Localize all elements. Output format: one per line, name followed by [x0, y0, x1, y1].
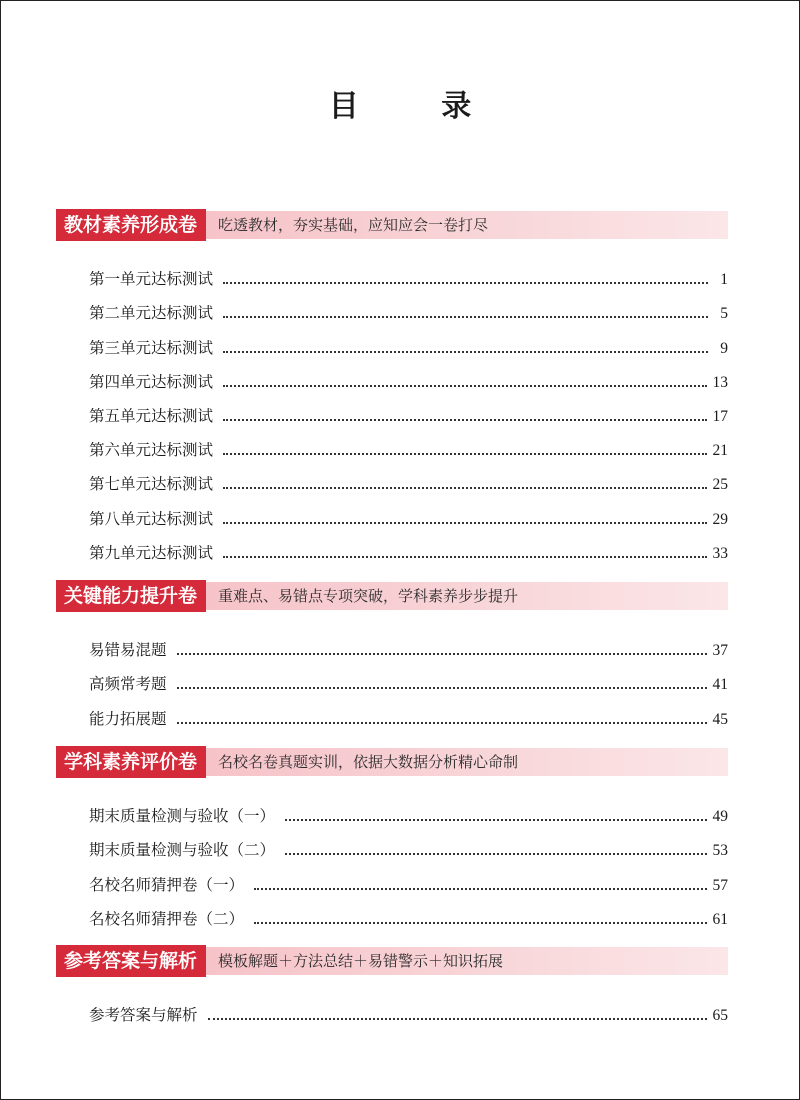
toc-entry[interactable] — [56, 830, 728, 864]
entry-title: 参考答案与解析 — [89, 1006, 198, 1025]
entry-page-number: 45 — [712, 710, 728, 728]
entry-page-number: 49 — [712, 808, 728, 826]
toc-entry[interactable] — [56, 396, 728, 430]
entry-title: 期末质量检测与验收（一） — [89, 807, 276, 826]
toc-entry[interactable] — [56, 864, 728, 898]
section-label: 参考答案与解析 — [56, 945, 206, 977]
dot-leader — [223, 487, 706, 489]
entry-page-number: 57 — [712, 876, 728, 894]
toc-section-key-ability — [56, 580, 728, 733]
entry-title: 名校名师猜押卷（一） — [89, 875, 245, 894]
entry-title: 第八单元达标测试 — [89, 509, 214, 528]
dot-leader — [177, 722, 707, 724]
dot-leader — [223, 453, 706, 455]
toc-entry[interactable] — [56, 664, 728, 698]
dot-leader — [285, 819, 706, 821]
section-subtitle: 吃透教材，夯实基础，应知应会一卷打尽 — [206, 211, 728, 239]
dot-leader — [254, 888, 706, 890]
toc-section-textbook — [56, 209, 728, 567]
toc-entry[interactable] — [56, 698, 728, 732]
toc-entry[interactable] — [56, 293, 728, 327]
entry-title: 第一单元达标测试 — [89, 270, 214, 289]
entry-page-number: 21 — [712, 442, 728, 460]
dot-leader — [223, 351, 708, 353]
dot-leader — [223, 316, 708, 318]
entry-title: 高频常考题 — [89, 675, 167, 694]
toc-entry[interactable] — [56, 533, 728, 567]
entry-title: 第五单元达标测试 — [89, 406, 214, 425]
entry-title: 第六单元达标测试 — [89, 441, 214, 460]
section-label: 关键能力提升卷 — [56, 580, 206, 612]
toc-entry[interactable] — [56, 899, 728, 933]
entry-title: 第三单元达标测试 — [89, 338, 214, 357]
entry-title: 第二单元达标测试 — [89, 304, 214, 323]
entry-page-number: 33 — [712, 544, 728, 562]
toc-entry[interactable] — [56, 464, 728, 498]
page-title: 目 录 — [328, 89, 508, 124]
toc-section-literacy-eval — [56, 746, 728, 933]
dot-leader — [223, 522, 706, 524]
dot-leader — [223, 556, 706, 558]
entry-title: 第九单元达标测试 — [89, 543, 214, 562]
entry-title: 第七单元达标测试 — [89, 475, 214, 494]
toc-section-answers — [56, 945, 728, 1029]
section-banner — [56, 746, 728, 778]
entry-page-number: 41 — [712, 676, 728, 694]
entry-title: 能力拓展题 — [89, 709, 167, 728]
section-subtitle: 模板解题＋方法总结＋易错警示＋知识拓展 — [206, 947, 728, 975]
entry-title: 第四单元达标测试 — [89, 372, 214, 391]
toc-entry[interactable] — [56, 498, 728, 532]
entry-title: 易错易混题 — [89, 641, 167, 660]
section-subtitle: 重难点、易错点专项突破，学科素养步步提升 — [206, 582, 728, 610]
dot-leader — [285, 853, 706, 855]
toc-entry[interactable] — [56, 362, 728, 396]
section-label: 教材素养形成卷 — [56, 209, 206, 241]
dot-leader — [177, 653, 707, 655]
section-label: 学科素养评价卷 — [56, 746, 206, 778]
dot-leader — [254, 922, 706, 924]
section-entries — [56, 995, 728, 1029]
section-entries — [56, 796, 728, 933]
dot-leader — [223, 419, 706, 421]
section-banner — [56, 945, 728, 977]
entry-title: 期末质量检测与验收（二） — [89, 841, 276, 860]
toc-entry[interactable] — [56, 796, 728, 830]
section-subtitle: 名校名卷真题实训，依据大数据分析精心命制 — [206, 748, 728, 776]
toc-entry[interactable] — [56, 259, 728, 293]
dot-leader — [208, 1018, 707, 1020]
section-entries — [56, 630, 728, 733]
entry-page-number: 5 — [720, 305, 728, 323]
dot-leader — [223, 282, 708, 284]
entry-page-number: 17 — [712, 407, 728, 425]
entry-page-number: 61 — [712, 910, 728, 928]
entry-page-number: 9 — [720, 339, 728, 357]
section-banner — [56, 580, 728, 612]
dot-leader — [223, 385, 706, 387]
toc-entry[interactable] — [56, 995, 728, 1029]
toc-entry[interactable] — [56, 430, 728, 464]
entry-page-number: 37 — [712, 642, 728, 660]
toc-entry[interactable] — [56, 327, 728, 361]
dot-leader — [177, 687, 707, 689]
entry-page-number: 65 — [712, 1007, 728, 1025]
section-entries — [56, 259, 728, 567]
entry-page-number: 29 — [712, 510, 728, 528]
entry-title: 名校名师猜押卷（二） — [89, 909, 245, 928]
entry-page-number: 1 — [720, 271, 728, 289]
entry-page-number: 13 — [712, 373, 728, 391]
entry-page-number: 25 — [712, 476, 728, 494]
toc-entry[interactable] — [56, 630, 728, 664]
section-banner — [56, 209, 728, 241]
entry-page-number: 53 — [712, 842, 728, 860]
